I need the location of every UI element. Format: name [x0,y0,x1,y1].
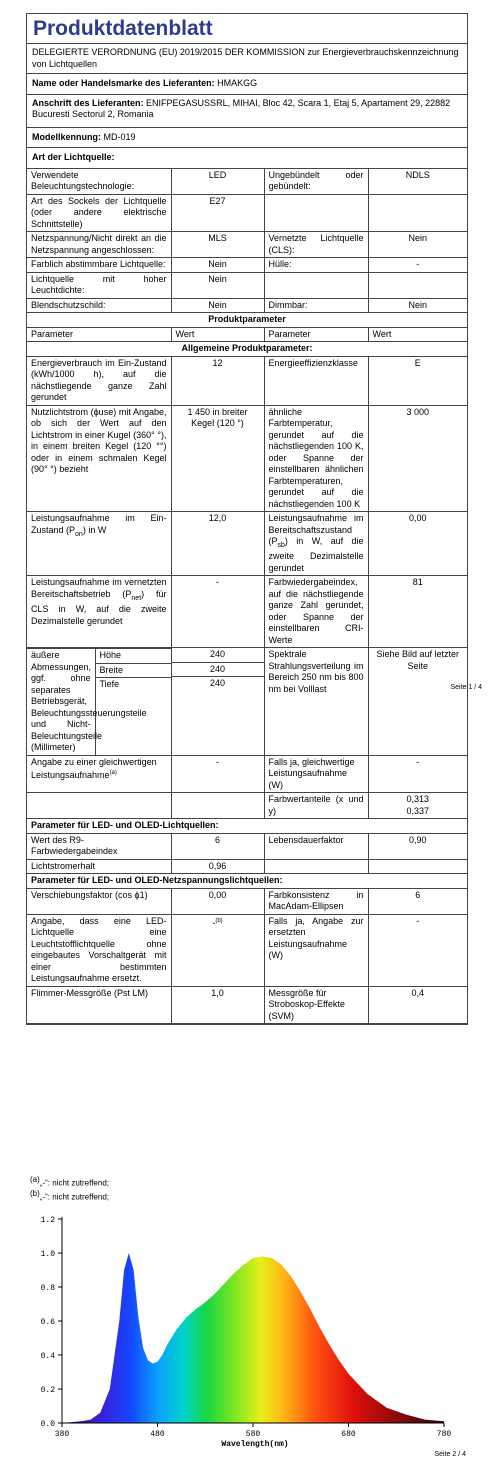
power-on-sub: on [75,530,83,538]
table-row [27,194,467,232]
supplier-address [27,94,467,127]
power-net-label-post: ) für CLS in W, auf die zweite Dezimalstelle gerundet [31,588,167,626]
equiv-label: Angabe zu einer gleichwertigen Leistungsaufnahme [31,756,157,781]
param-value: - [368,914,467,986]
param-label: Spektrale Strahlungsverteilung im Bereich 250 nm bis 800 nm bei Volllast [264,648,368,756]
param-value: NDLS [368,168,467,194]
param-value: Nein [368,232,467,258]
table-row [27,648,467,756]
param-label [27,576,171,648]
footnote-ref-a: (a) [109,770,117,777]
param-value: LED [171,168,264,194]
table-row [27,327,467,342]
param-label: Falls ja, Angabe zur ersetzten Leistungsaufnahme (W) [264,914,368,986]
param-label: Hülle: [264,258,368,273]
table-row [27,168,467,194]
empty-cell [171,793,264,819]
chroma-x-value: 0,313 [406,794,430,805]
param-label: Verwendete Beleuchtungstechnologie: [27,168,171,194]
table-row [27,298,467,313]
supplier-name-label: Name oder Handelsmarke des Lieferanten: [32,78,215,88]
param-value [368,859,467,874]
chroma-y-value: 0,337 [406,805,430,816]
param-label: Flimmer-Messgröße (Pst LM) [27,986,171,1024]
power-sb-label-post: ) in W, auf die zweite Dezimalstelle gerundet [268,536,364,573]
table-row [27,986,467,1024]
dimension-name: Tiefe [99,679,120,690]
table-row [27,859,467,874]
table-row [27,819,467,834]
param-value: 81 [368,576,467,648]
footnote-mark: (b) [30,1189,40,1198]
param-value: - [171,576,264,648]
param-value: 0,4 [368,986,467,1024]
table-row [27,356,467,405]
param-value [171,914,264,986]
param-value: Nein [171,298,264,313]
param-value: E27 [171,194,264,232]
param-label: Energieeffizienzklasse [264,356,368,405]
param-value: 0,96 [171,859,264,874]
y-tick-label: 0.6 [40,1318,55,1327]
param-value: 0,00 [171,888,264,914]
param-value: MLS [171,232,264,258]
param-label: Energieverbrauch im Ein-Zustand (kWh/1000 h), auf die nächstliegende ganze Zahl gerundet [27,356,171,405]
y-tick-label: 0.4 [40,1352,55,1361]
dimensions-subtable [27,648,171,755]
y-tick-label: 0.2 [40,1386,55,1395]
led-params-heading: Parameter für LED- und OLED-Lichtquellen: [27,819,467,834]
table-row [27,405,467,512]
y-tick-label: 0.8 [40,1284,55,1293]
param-label: Wert des R9-Farbwiedergabeindex [27,833,171,859]
dimension-value: 240 [172,648,264,663]
y-tick-label: 1.2 [40,1216,55,1225]
power-sb-label-pre: Leistungsaufnahme im Bereitschaftszustand (P [268,513,364,546]
param-value: 1,0 [171,986,264,1024]
table-row [27,914,467,986]
param-value: Nein [171,258,264,273]
empty-cell [27,793,171,819]
param-label: Blendschutzschild: [27,298,171,313]
table-row [27,272,467,298]
footnote-ref-b: (b) [215,917,223,924]
param-value: 0,90 [368,833,467,859]
param-label: Lichtquelle mit hoher Leuchtdichte: [27,272,171,298]
column-header-value: Wert [368,327,467,342]
table-row [27,874,467,889]
param-value: 1 450 in breiter Kegel (120 °) [171,405,264,512]
spectrum-chart [0,1210,492,1460]
param-label: Farblich abstimmbare Lichtquelle: [27,258,171,273]
table-row [27,576,467,648]
param-label: Vernetzte Lichtquelle (CLS): [264,232,368,258]
supplier-name [27,73,467,94]
dimension-names [95,649,171,755]
param-label: Farbkonsistenz in MacAdam-Ellipsen [264,888,368,914]
spectrum-area [62,1253,444,1423]
power-net-sub: net [131,594,142,602]
supplier-address-value: ENIFPEGASUSSRL, MIHAI, Bloc 42, Scara 1, Etaj 5, Apartament 29, 22882 Bucuresti Sectorul 2, Romania [32,97,451,119]
param-label: Verschiebungsfaktor (cos ϕ1) [27,888,171,914]
table-row [27,313,467,328]
param-label [264,859,368,874]
param-value: - [171,755,264,793]
footnote [30,1189,109,1202]
param-label: Dimmbar: [264,298,368,313]
param-value: 3 000 [368,405,467,512]
table-row [27,258,467,273]
param-label [264,512,368,576]
footnote-mark: (a) [30,1175,40,1184]
replace-value: - [212,917,216,928]
model-label: Modellkennung: [32,131,101,142]
param-value: - [368,258,467,273]
footnote-text: „-“: nicht zutreffend; [39,1178,109,1188]
column-header-param: Parameter [27,327,171,342]
power-sb-sub: sb [277,541,285,549]
supplier-name-value: HMAKGG [217,78,258,88]
param-value: Nein [368,298,467,313]
table-row [27,512,467,576]
table-row [27,793,467,819]
param-label: Angabe, dass eine LED-Lichtquelle eine Leuchtstofflichtquelle ohne eingebautes Vorschaltgerät mit einer bestimmten Leistungsaufnahme ersetzt. [27,914,171,986]
x-tick-label: 480 [150,1430,165,1439]
model-value: MD-019 [103,131,136,142]
page-title: Produktdatenblatt [33,17,213,40]
x-tick-label: 680 [341,1430,356,1439]
regulation-text: DELEGIERTE VERORDNUNG (EU) 2019/2015 DER KOMMISSION zur Energieverbrauchskennzeichnung von Lichtquellen [27,43,467,73]
param-value: 6 [171,833,264,859]
param-label: Art des Sockels der Lichtquelle (oder andere elektrische Schnittstelle) [27,194,171,232]
param-value [368,793,467,819]
column-header-value: Wert [171,327,264,342]
param-label [27,512,171,576]
param-label: Farbwertanteile (x und y) [264,793,368,819]
table-row [27,888,467,914]
param-value: 12 [171,356,264,405]
table-row [27,342,467,357]
spec-table [27,168,467,1025]
param-label: Farbwiedergabeindex, auf die nächstliegende ganze Zahl gerundet, oder Spanne der einstellbaren CRI-Werte [264,576,368,648]
model-id [27,127,467,148]
param-label [27,755,171,793]
dimension-name: Breite [96,664,171,679]
dimension-value: 240 [172,663,264,678]
param-value [368,194,467,232]
param-value: E [368,356,467,405]
product-params-heading: Produktparameter [27,313,467,328]
dimension-value: 240 [209,678,226,689]
supplier-address-label: Anschrift des Lieferanten: [32,97,144,108]
param-label: ähnliche Farbtemperatur, gerundet auf die nächstliegenden 100 K, oder Spanne der einstellbaren ähnlichen Farbtemperaturen, gerundet auf die nächstliegenden 100 K [264,405,368,512]
param-label: Messgröße für Stroboskop-Effekte (SVM) [264,986,368,1024]
param-label: Nutzlichtstrom (ϕuse) mit Angabe, ob sich der Wert auf den Lichtstrom in einer Kugel (360° °), in einem breiten Kegel (120 °°) oder in einem schmalen Kegel (90° °) bezieht [27,405,171,512]
general-params-heading: Allgemeine Produktparameter: [27,342,467,357]
dimensions-cell [27,648,171,756]
param-label: Lebensdauerfaktor [264,833,368,859]
power-on-label-pre: Leistungsaufnahme im Ein-Zustand (P [31,513,167,535]
x-tick-label: 380 [54,1430,70,1439]
param-label: Falls ja, gleichwertige Leistungsaufnahme (W) [264,755,368,793]
x-tick-label: 780 [436,1430,452,1439]
light-source-type-heading: Art der Lichtquelle: [27,147,467,168]
column-header-param: Parameter [264,327,368,342]
page-number: Seite 1 / 4 [450,684,482,691]
param-value [368,272,467,298]
plot-area [41,1216,452,1439]
power-net-label-pre: Leistungsaufnahme im vernetzten Bereitschaftsbetrieb (P [31,577,167,599]
dimension-name: Höhe [96,649,171,664]
param-value: 6 [368,888,467,914]
param-value: Siehe Bild auf letzter Seite [368,648,467,756]
x-axis-label: Wavelength(nm) [221,1440,289,1449]
mains-params-heading: Parameter für LED- und OLED-Netzspannungslichtquellen: [27,874,467,889]
table-row [27,755,467,793]
table-row [27,232,467,258]
param-value: Nein [171,272,264,298]
param-label: Netzspannung/Nicht direkt an die Netzspannung angeschlossen: [27,232,171,258]
param-label: Ungebündelt oder gebündelt: [264,168,368,194]
dimension-values [171,648,264,756]
param-value: 0,00 [368,512,467,576]
y-tick-label: 0.0 [40,1420,55,1429]
param-value: 12,0 [171,512,264,576]
y-tick-label: 1.0 [40,1250,55,1259]
param-value: - [368,755,467,793]
x-tick-label: 580 [245,1430,261,1439]
param-label [264,272,368,298]
footnote [30,1175,109,1188]
page-number: Seite 2 / 4 [434,1451,466,1458]
table-row [27,833,467,859]
dimensions-label: äußere Abmessungen, ggf. ohne separates Betriebsgerät, Beleuchtungssteuerungsteile und Nicht-Beleuchtungsteile (Millimeter) [27,649,95,755]
footnote-text: „-“: nicht zutreffend; [39,1192,109,1202]
param-label [264,194,368,232]
power-on-label-post: ) in W [82,524,107,535]
param-label: Lichtstromerhalt [27,859,171,874]
datasheet [26,13,468,1025]
